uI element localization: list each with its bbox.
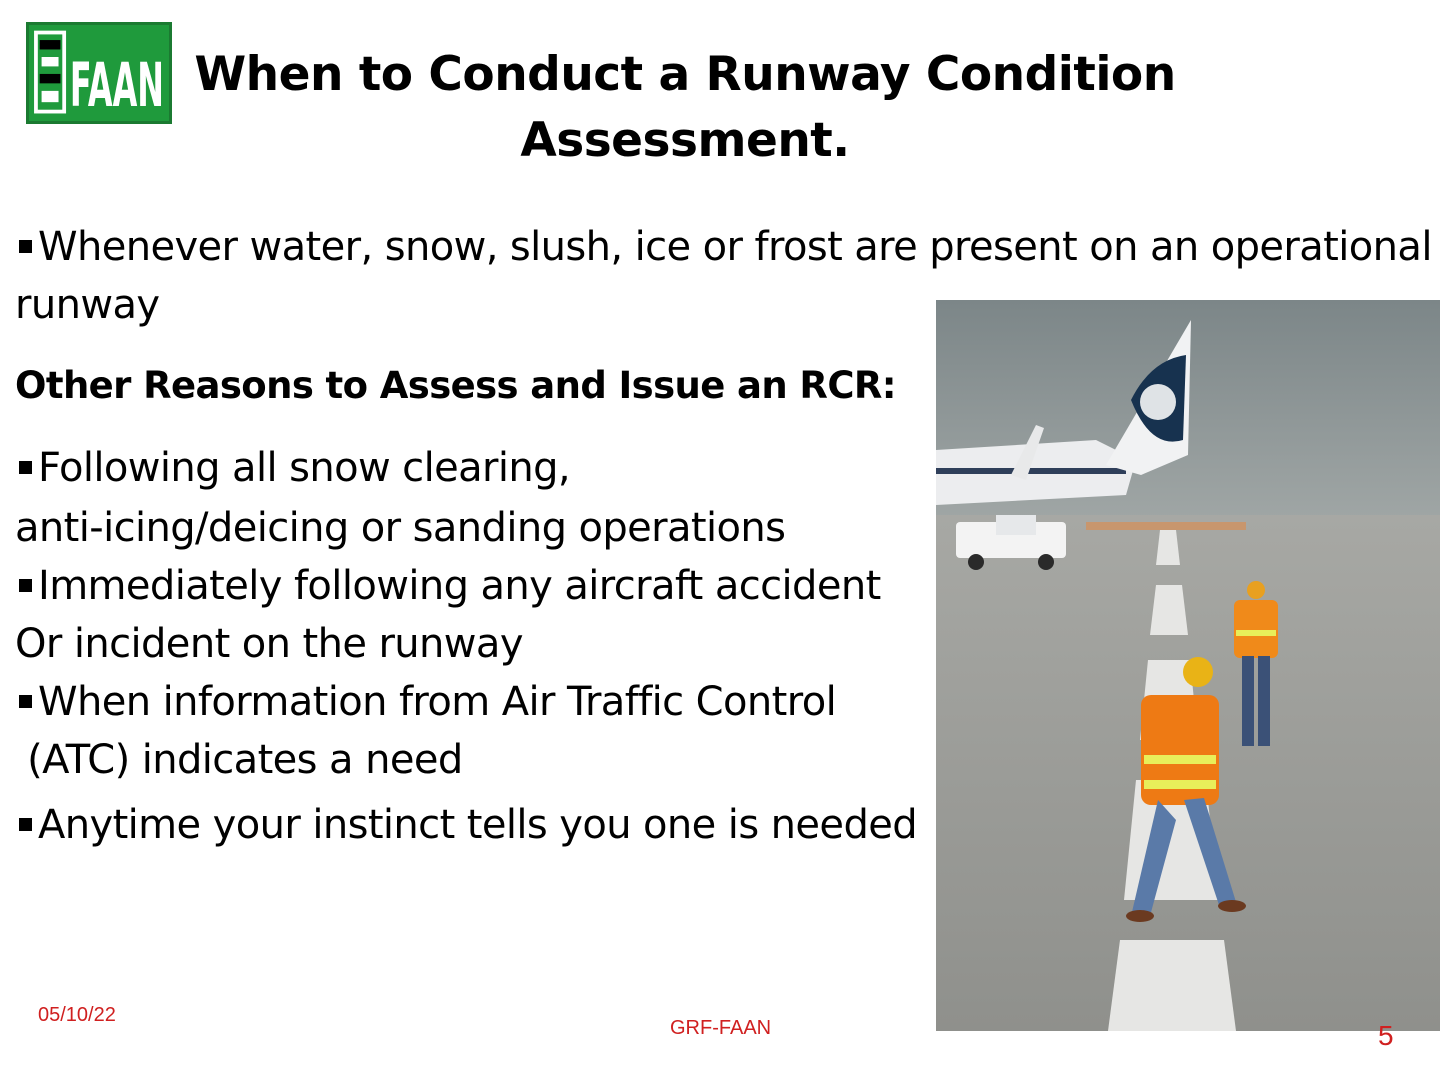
bullet-3-continuation: Or incident on the runway — [15, 621, 523, 667]
bullet-4-text: When information from Air Traffic Control — [38, 679, 837, 725]
bullet-1-text: Whenever water, snow, slush, ice or frost are present on an operational — [38, 224, 1432, 270]
bullet-2-text: Following all snow clearing, — [38, 445, 571, 491]
bullet-2-continuation: anti-icing/deicing or sanding operations — [15, 505, 786, 551]
title-line-2: Assessment. — [520, 113, 850, 168]
bullet-3-text: Immediately following any aircraft accident — [38, 563, 881, 609]
bullet-1-continuation: runway — [15, 282, 160, 328]
footer-date: 05/10/22 — [38, 1004, 116, 1026]
bullet-square-icon — [19, 461, 32, 474]
bullet-2 — [15, 443, 570, 493]
faan-logo-graphic — [29, 25, 169, 121]
runway-inspection-photo — [936, 300, 1440, 1031]
bullet-4 — [15, 677, 836, 727]
logo-text: FAAN — [69, 50, 164, 121]
bullet-5 — [15, 800, 917, 850]
bullet-square-icon — [19, 240, 32, 253]
section-subheading: Other Reasons to Assess and Issue an RCR: — [15, 364, 896, 407]
bullet-3 — [15, 561, 881, 611]
bullet-square-icon — [19, 818, 32, 831]
faan-logo — [26, 22, 172, 124]
page-number: 5 — [1378, 1020, 1394, 1051]
slide-title — [180, 42, 1190, 174]
bullet-1 — [15, 222, 1432, 272]
bullet-square-icon — [19, 579, 32, 592]
footer-center-label: GRF-FAAN — [670, 1017, 772, 1039]
title-line-1: When to Conduct a Runway Condition — [194, 47, 1176, 102]
bullet-5-text: Anytime your instinct tells you one is needed — [38, 802, 918, 848]
bullet-square-icon — [19, 695, 32, 708]
runway-photo-illustration — [936, 300, 1440, 1031]
bullet-4-continuation: (ATC) indicates a need — [15, 737, 463, 783]
